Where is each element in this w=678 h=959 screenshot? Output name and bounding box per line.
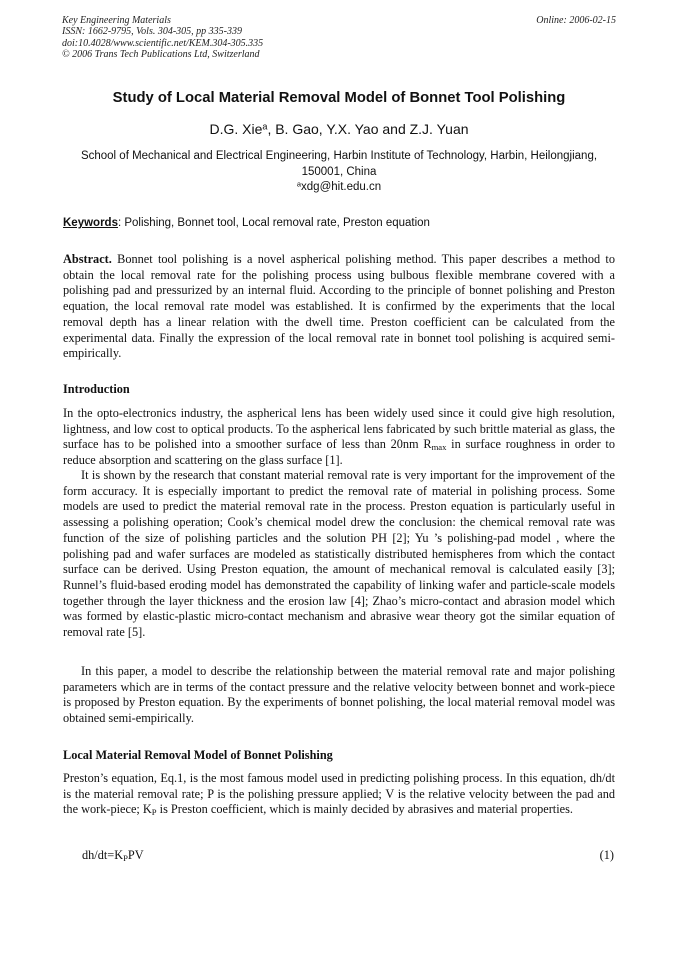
affiliation: School of Mechanical and Electrical Engineering, Harbin Institute of Technology, Harbin, Heilongjiang, 150001, China — [80, 150, 598, 178]
keywords-label: Keywords — [63, 217, 118, 229]
abstract-text: Bonnet tool polishing is a novel aspherical polishing method. This paper describes a method to obtain the local removal rate for the polishing process using bulbous flexible membrane covered with a polishing pad and pressurized by an internal fluid. According to the principle of bonnet polishing and Preston equation, the local removal rate model was established. It is confirmed by the experiments that the local removal depth has a linear relation with the dwell time. Preston coefficient can be calculated from the experimental data. Finally the expression of the local removal rate in bonnet tool polishing is acquired semi-empirically. — [63, 252, 615, 361]
online-date: Online: 2006-02-15 — [536, 15, 616, 26]
keywords — [63, 217, 615, 229]
email-superscript: a — [296, 179, 302, 189]
journal-name: Key Engineering Materials — [62, 15, 171, 26]
email-address: xdg@hit.edu.cn — [301, 181, 382, 193]
author-email — [0, 181, 678, 193]
other-authors: , B. Gao, Y.X. Yao and Z.J. Yuan — [267, 121, 469, 137]
abstract-label: Abstract. — [63, 252, 112, 266]
author-superscript: a — [262, 121, 268, 132]
model-section-heading: Local Material Removal Model of Bonnet Polishing — [63, 748, 333, 762]
author-list — [0, 121, 678, 137]
intro-paragraph-2: It is shown by the research that constant material removal rate is very important for the improvement of the form accuracy. It is especially important to predict the removal rate of material in polishing process. Some models are used to predict the material removal rate in the process. Preston equation is particularly useful in assessing a polishing operation; Cook’s chemical model drew the conclusion: the chemical removal rate was function of the size of polishing particles and the solution PH [2]; Yu ’s polishing-pad model , where the polishing pad and wafer surfaces are modeled as statistically distributed hemispheres from which the contact surface can be derived. Using Preston equation, the amount of mechanical removal is calculated easily [3]; Runnel’s fluid-based eroding model has demonstrated the capability of linking wafer and particle-scale models together through the layer thickness and the erosion law [4]; Zhao’s micro-contact and abrasion model which was formed by elastic-plastic micro-contact mechanism and abrasive wear theory got the similar equation of removal rate [5]. — [63, 468, 615, 640]
kp-subscript: P — [151, 807, 157, 818]
equation-number: (1) — [599, 848, 614, 862]
paper-title: Study of Local Material Removal Model of Bonnet Tool Polishing — [112, 90, 566, 106]
intro-paragraph-1 — [63, 406, 615, 469]
abstract-paragraph — [63, 252, 615, 362]
journal-header — [62, 15, 263, 61]
rmax-subscript: max — [431, 442, 447, 453]
introduction-heading: Introduction — [63, 382, 130, 396]
intro-p1-text-end: in surface roughness in order to reduce absorption and scattering on the glass surface [1]. — [63, 437, 615, 468]
equation-subscript: P — [123, 853, 128, 864]
keywords-text: Polishing, Bonnet tool, Local removal rate, Preston equation — [121, 217, 430, 229]
journal-issn: ISSN: 1662-9795, Vols. 304-305, pp 335-339 — [62, 26, 242, 38]
intro-paragraph-3: In this paper, a model to describe the relationship between the material removal rate and major polishing parameters which are in terms of the contact pressure and the relative velocity between bonnet and work-piece is proposed by Preston equation. By the experiments of bonnet polishing, the local material removal model was obtained semi-empirically. — [63, 664, 615, 726]
journal-copyright: © 2006 Trans Tech Publications Ltd, Switzerland — [62, 49, 260, 61]
model-paragraph-1 — [63, 771, 615, 818]
equation-rhs: PV — [127, 848, 144, 862]
preston-equation — [82, 848, 144, 863]
journal-doi: doi:10.4028/www.scientific.net/KEM.304-305.335 — [62, 37, 264, 49]
keywords-colon: : — [117, 217, 122, 229]
model-p1-text: Preston’s equation, Eq.1, is the most famous model used in predicting polishing process. In this equation, dh/dt is the material removal rate; P is the polishing pressure applied; V is the relative velocity between the pad and the work-piece; K — [63, 771, 615, 817]
model-p1-text-end: is Preston coefficient, which is mainly decided by abrasives and material properties. — [156, 802, 573, 817]
equation-lhs: dh/dt=K — [82, 848, 124, 862]
first-author: D.G. Xie — [209, 121, 263, 137]
intro-p1-text: In the opto-electronics industry, the aspherical lens has been widely used since it could give high resolution, lightness, and low cost to optical products. To the aspherical lens fabricated by such brittle material as glass, the surface has to be polished into a smoother surface of less than 20nm R — [63, 406, 615, 452]
